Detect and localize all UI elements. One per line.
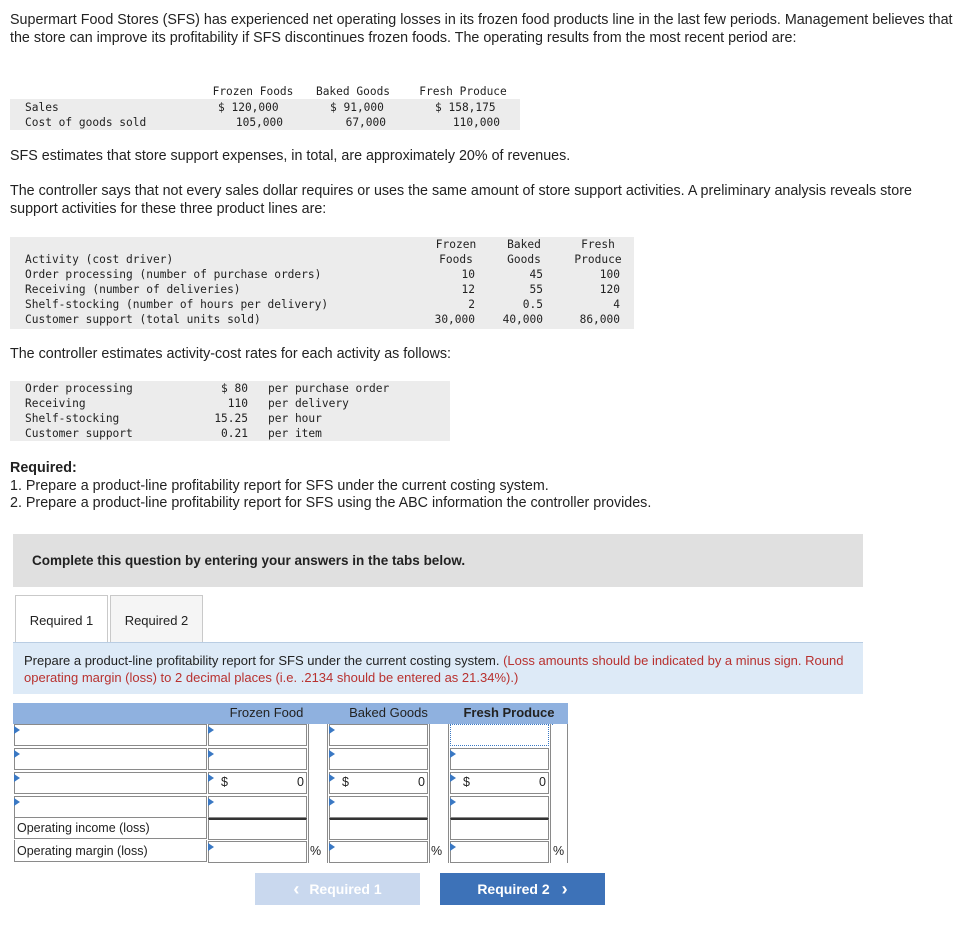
required-item-2: 2. Prepare a product-line profitability report for SFS using the ABC information the controller provides. xyxy=(10,495,652,511)
activity-label: Shelf-stocking (number of hours per delivery) xyxy=(25,298,329,311)
percent-sign: % xyxy=(310,844,322,858)
rates-table xyxy=(10,381,450,441)
col-header-fresh: Fresh Produce xyxy=(411,84,515,100)
cogs-baked: 67,000 xyxy=(345,116,386,129)
operating-margin-baked-input[interactable] xyxy=(329,841,428,863)
activity-value: 12 xyxy=(461,283,475,296)
rate-value: 0.21 xyxy=(221,427,248,440)
operating-margin-frozen-input[interactable] xyxy=(208,841,307,863)
activity-label: Order processing (number of purchase orders) xyxy=(25,268,322,281)
activity-label: Customer support (total units sold) xyxy=(25,313,261,326)
amount-input[interactable] xyxy=(450,796,549,818)
banner-text: Complete this question by entering your answers in the tabs below. xyxy=(32,553,466,568)
next-button[interactable] xyxy=(440,873,605,905)
row-label-sales: Sales xyxy=(25,101,59,114)
label-input[interactable] xyxy=(14,772,207,794)
activity-table xyxy=(10,237,634,329)
amount-input[interactable] xyxy=(208,748,307,770)
tab-label: Required 1 xyxy=(29,612,94,628)
col-header-frozen: Frozen Foods xyxy=(212,85,294,98)
activity-value: 4 xyxy=(613,298,620,311)
support-text: SFS estimates that store support expenses, in total, are approximately 20% of revenues. xyxy=(10,148,571,164)
rate-value: $ 80 xyxy=(221,382,248,395)
prev-button[interactable] xyxy=(255,873,420,905)
operating-income-baked xyxy=(329,818,428,840)
answer-table xyxy=(13,703,573,863)
rate-value: 15.25 xyxy=(214,412,248,425)
dollar-sign: $ xyxy=(342,775,349,789)
rate-value: 110 xyxy=(227,397,248,410)
activity-value: 2 xyxy=(468,298,475,311)
operating-margin-fresh-input[interactable] xyxy=(450,841,549,863)
percent-sign: % xyxy=(431,844,443,858)
next-button-label: Required 2 xyxy=(477,881,550,897)
cogs-frozen: 105,000 xyxy=(235,116,283,129)
activity-value: 10 xyxy=(461,268,475,281)
label-input[interactable] xyxy=(14,724,207,746)
rate-label: Order processing xyxy=(25,382,133,395)
activity-value: 30,000 xyxy=(434,313,475,326)
instruction-banner xyxy=(13,534,863,587)
rate-unit: per purchase order xyxy=(268,382,390,395)
tab-label: Required 2 xyxy=(124,612,189,628)
rate-unit: per hour xyxy=(268,412,322,425)
activity-value: 100 xyxy=(599,268,620,281)
amount-input[interactable] xyxy=(329,724,428,746)
zero-value: 0 xyxy=(418,775,425,789)
operating-income-fresh xyxy=(450,818,549,840)
instruction-note: (Loss amounts should be indicated by a minus sign. Round operating margin (loss) to 2 decimal places (i.e. .2134 should be entered as 21.34%).) xyxy=(24,653,844,685)
col-header-baked: Baked Goods xyxy=(315,85,391,98)
instruction-main: Prepare a product-line profitability report for SFS under the current costing system. xyxy=(24,653,500,668)
activity-value: 45 xyxy=(529,268,543,281)
amount-input[interactable] xyxy=(329,796,428,818)
chevron-left-icon: ‹ xyxy=(293,878,300,899)
percent-sign: % xyxy=(553,844,565,858)
operating-income-frozen xyxy=(208,818,307,840)
rates-text: The controller estimates activity-cost rates for each activity as follows: xyxy=(10,346,451,362)
rate-label: Shelf-stocking xyxy=(25,412,120,425)
results-table xyxy=(10,84,520,130)
zero-value: 0 xyxy=(539,775,546,789)
col-fresh-produce: Fresh Produce xyxy=(463,705,555,720)
activity-value: 0.5 xyxy=(522,298,543,311)
activity-value: 86,000 xyxy=(579,313,620,326)
cogs-fresh: 110,000 xyxy=(452,116,500,129)
act-header-fresh-bottom: Produce xyxy=(574,253,622,266)
row-label-cogs: Cost of goods sold xyxy=(25,116,147,129)
operating-income-label: Operating income (loss) xyxy=(17,821,150,835)
tab-required-1[interactable] xyxy=(15,595,108,644)
amount-input[interactable] xyxy=(329,748,428,770)
amount-input[interactable] xyxy=(208,724,307,746)
act-header-frozen-bottom: Foods xyxy=(439,253,473,266)
activity-value: 120 xyxy=(599,283,620,296)
required-item-1: 1. Prepare a product-line profitability report for SFS under the current costing system. xyxy=(10,478,549,494)
rate-unit: per delivery xyxy=(268,397,349,410)
activity-value: 55 xyxy=(529,283,543,296)
rate-label: Receiving xyxy=(25,397,86,410)
zero-value: 0 xyxy=(297,775,304,789)
activity-value: 40,000 xyxy=(502,313,543,326)
activity-label: Receiving (number of deliveries) xyxy=(25,283,241,296)
instruction-box xyxy=(13,642,863,694)
sales-fresh: $ 158,175 xyxy=(435,101,496,114)
sales-baked: $ 91,000 xyxy=(330,101,384,114)
act-header-fresh-top: Fresh xyxy=(581,238,615,251)
required-heading: Required: xyxy=(10,460,77,476)
act-header-baked-top: Baked xyxy=(507,238,541,251)
prev-button-label: Required 1 xyxy=(309,881,382,897)
amount-input[interactable] xyxy=(450,724,549,746)
controller-text: The controller says that not every sales dollar requires or uses the same amount of store support activities. A preliminary analysis reveals store support activities for these three product lines are: xyxy=(10,183,912,217)
col-baked-goods: Baked Goods xyxy=(349,705,428,720)
intro-text: Supermart Food Stores (SFS) has experienced net operating losses in its frozen food products line in the last few periods. Management believes that the store can improve its profitability if SFS discontinues frozen foods. The operating results from the most recent period are: xyxy=(10,12,953,46)
rate-unit: per item xyxy=(268,427,322,440)
label-input[interactable] xyxy=(14,796,207,818)
dollar-sign: $ xyxy=(221,775,228,789)
amount-input[interactable] xyxy=(208,796,307,818)
tab-required-2[interactable] xyxy=(110,595,203,644)
label-input[interactable] xyxy=(14,748,207,770)
rate-label: Customer support xyxy=(25,427,133,440)
act-header-baked-bottom: Goods xyxy=(507,253,541,266)
activity-label-header: Activity (cost driver) xyxy=(25,253,174,266)
amount-input[interactable] xyxy=(450,748,549,770)
dollar-sign: $ xyxy=(463,775,470,789)
act-header-frozen-top: Frozen xyxy=(435,238,477,251)
chevron-right-icon: › xyxy=(561,878,568,899)
operating-margin-label: Operating margin (loss) xyxy=(17,844,148,858)
sales-frozen: $ 120,000 xyxy=(218,101,279,114)
col-frozen-food: Frozen Food xyxy=(229,705,304,720)
